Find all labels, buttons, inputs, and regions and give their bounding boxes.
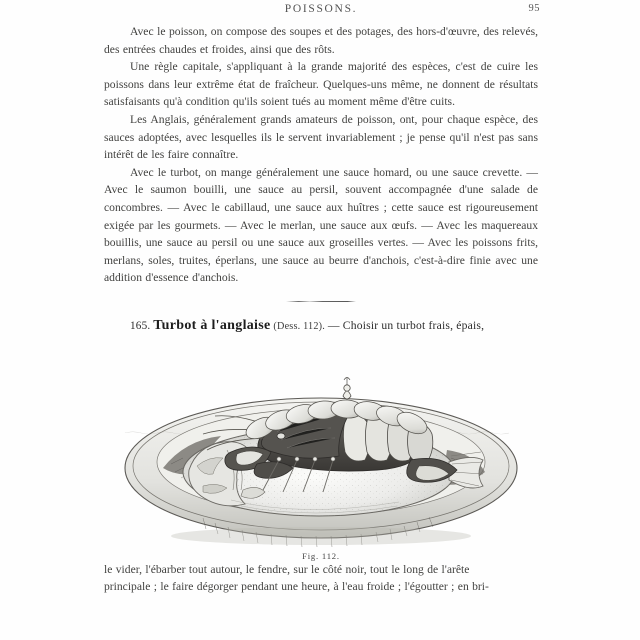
- continuation-text-block: [104, 561, 538, 596]
- page-content-column: [104, 0, 538, 596]
- recipe-number: 165.: [130, 319, 151, 332]
- recipe-title: Turbot à l'anglaise: [153, 317, 271, 333]
- paragraph-english-sauces: Les Anglais, généralement grands amateurs de poisson, ont, pour chaque espèce, des sauces adoptées, avec lesquelles ils le servent invariablement ; je pense qu'il n'est pas sans intérêt de les faire connaître.: [104, 112, 538, 162]
- recipe-figure-reference: (Dess. 112).: [273, 320, 325, 332]
- continuation-line-2: principale ; le faire dégorger pendant une heure, à l'eau froide ; l'égoutter ; en bri-: [104, 580, 489, 594]
- continuation-line-1: le vider, l'ébarber tout autour, le fendre, sur le côté noir, tout le long de l'arête: [104, 562, 470, 576]
- paragraph-freshness-rule: Une règle capitale, s'appliquant à la grande majorité des espèces, c'est de cuire les poissons dans leur extrême état de fraîcheur. Quelques-uns même, ne donnent de résultats satisfaisants qu'à condition qu'ils soient tués au moment même d'être cuits.: [104, 60, 538, 109]
- figure-caption: Fig. 112.: [302, 550, 340, 561]
- running-head: [104, 3, 538, 23]
- turbot-engraving-illustration: [111, 340, 531, 555]
- divider-rule: [286, 301, 356, 302]
- section-divider: [104, 287, 538, 317]
- running-head-title: POISSONS.: [284, 3, 358, 15]
- paragraph-intro: Avec le poisson, on compose des soupes et des potages, des hors-d'œuvre, des relevés, des entrées chaudes et froides, ainsi que des rôts.: [104, 25, 538, 56]
- recipe-heading: [104, 317, 538, 336]
- page-number: 95: [528, 3, 540, 14]
- figure-block: [104, 340, 538, 561]
- paragraph-sauce-list: Avec le turbot, on mange généralement une sauce homard, ou une sauce crevette. — Avec le saumon bouilli, une sauce au persil, souvent accompagnée d'une salade de concombres. — Avec le cabillaud, une sauce aux huîtres ; cette sauce est rigoureusement exigée par les gourmets. — Avec le merlan, une sauce aux œufs. — Avec les maquereaux bouillis, une sauce au persil ou une sauce aux groseilles vertes. — Avec les poissons frits, merlans, soles, truites, éperlans, une sauce au beurre d'anchois, c'est-à-dire finie avec une addition d'essence d'anchois.: [104, 165, 538, 285]
- recipe-lead-in-text: — Choisir un turbot frais, épais,: [327, 318, 485, 332]
- body-text-block: [104, 23, 538, 287]
